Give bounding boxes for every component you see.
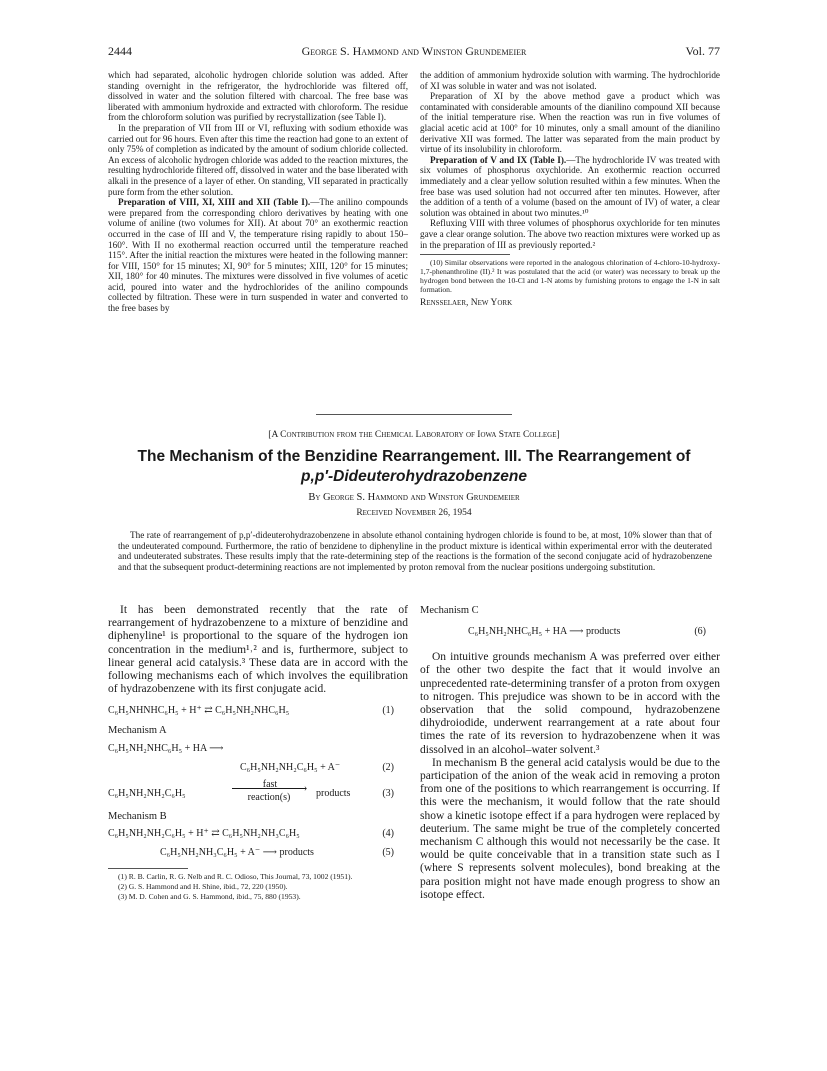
article-title-line-2: p,p′-Dideuterohydrazobenzene [301, 468, 527, 485]
fast-label: fast [262, 778, 278, 790]
paragraph: Refluxing VIII with three volumes of phosphorus oxychloride for ten minutes gave a clear orange solution. The above two reaction mixtures were worked up as in the preparation of III as previously reported.² [420, 218, 720, 250]
reaction-arrow [232, 788, 306, 789]
paragraph-text: —The hydrochloride IV was treated with six volumes of phosphorus oxychloride. An exothermic reaction occurred immediately and a clear yellow solution resulted within a few minutes. When the free base was used solution had not occurred after ten minutes. However, after the addition of a tenth of a volume (based on the amount of IV) of water, a clear solution was obtained in about two minutes.¹⁰ [420, 154, 720, 218]
equation-number: (3) [382, 787, 394, 799]
mechanism-c-label: Mechanism C [420, 605, 479, 616]
paragraph: On intuitive grounds mechanism A was preferred over either of the other two despite the fact that it would involve an unprecedented rate-determining transfer of a proton from oxygen to nitrogen. This prejudice was shown to be in accord with the observation that the solid compound, hydrazobenzene dihydroiodide, underwent rearrangement at a rate about four times the rate of its reversion to hydrazobenzene when it was dissolved in an alcohol–water solvent.³ [420, 651, 720, 756]
products-label: products [316, 787, 351, 799]
mechanism-b-label: Mechanism B [108, 810, 167, 822]
abstract [118, 530, 712, 573]
body-right-column [420, 604, 720, 902]
page-number: 2444 [108, 44, 132, 58]
paragraph-text: —The anilino compounds were prepared from the corresponding chloro derivatives by heating with one volume of aniline (two volumes for XII). At about 70° an exothermic reaction occurred in the case of III and V, the temperature rising rapidly to about 150–160°. With II no exothermal reaction occurred until the temperature reached 115°. After the initial reaction the mixtures were heated in the following manner: for VIII, 150° for 15 minutes; XI, 90° for 5 minutes; XIII, 120° for 15 minutes; XII, 180° for 40 minutes. The mixtures were dissolved in five volumes of acetic acid, poured into water and the hydrochlorides of the anilino compounds collected by filtration. These were in turn suspended in water and converted to the free bases by [108, 197, 408, 314]
equation-number: (1) [382, 705, 394, 717]
equation-number: (6) [694, 626, 706, 638]
footnote: (3) M. D. Cohen and G. S. Hammond, ibid., 75, 880 (1953). [118, 891, 301, 901]
equation-1 [108, 704, 408, 720]
paragraph: the addition of ammonium hydroxide solution with warming. The hydrochloride of XI was soluble in water and was not isolated. [420, 70, 720, 91]
equation-6 [420, 625, 720, 641]
paragraph-heading: Preparation of VIII, XI, XIII and XII (Table I). [118, 197, 311, 208]
equation-formula: C₆H₅NH₂NHC₆H₅ + HA ⟶ products [468, 626, 621, 638]
footnote: (2) G. S. Hammond and H. Shine, ibid., 72, 220 (1950). [118, 881, 288, 891]
intro-paragraph: It has been demonstrated recently that the rate of rearrangement of hydrazobenzene to a mixture of benzidine and diphenyline¹ is proportional to the square of the hydrogen ion concentration in the medium¹˒² and is, furthermore, subject to linear general acid catalysis.³ These data are in accord with the following mechanisms each of which involves the equilibration of hydrazobenzene with its first conjugate acid. [108, 604, 408, 696]
paragraph [420, 155, 720, 219]
footnote: (10) Similar observations were reported in the analogous chlorination of 4-chloro-10-hydroxy-1,7-phenanthroline (II).² It was postulated that the acid (or water) was necessary to break up the hydrogen bond between the 10-Cl and 1-N atoms by furnishing protons to engage the 1-N in salt formation. [420, 258, 720, 295]
equation-number: (5) [382, 846, 394, 858]
running-head-authors: George S. Hammond and Winston Grundemeier [301, 44, 527, 58]
arrow-head: › [304, 782, 308, 794]
equation-formula: C₆H₅NH₂NHC₆H₅ + HA ⟶ [108, 742, 224, 754]
equation-3 [108, 780, 408, 806]
byline: By George S. Hammond and Winston Grundemeier [308, 492, 520, 503]
paragraph: In mechanism B the general acid catalysis would be due to the participation of the anion of the weak acid in removing a proton from one of the positions to which rearrangement is occurring. If this were the mechanism, it would follow that the rate should show a kinetic isotope effect if a para hydrogen were replaced by deuterium. The same might be true of the completely concerted mechanism C although this would not necessarily be the case. It would be quite conceivable that in a transition state such as I (where S represents solvent molecules), bond breaking at the para position might not have made enough progress to show an isotope effect. [420, 756, 720, 901]
footnote-rule [420, 254, 510, 255]
abstract-text: The rate of rearrangement of p,p′-dideuterohydrazobenzene in absolute ethanol containing hydrogen chloride is found to be, at most, 10% slower than that of the undeuterated compound. Furthermore, the ratio of benzidene to diphenyline in the product mixture is identical within experimental error with the deuterated and undeuterated substrates. These results imply that the rate-determining step of the reactions is the formation of the second conjugate acid of hydrazobenzene and that the subsequent product-determining reactions are not implemented by proton removal from the nuclear positions undergoing substitution. [118, 530, 712, 573]
prev-article-right-column [420, 70, 720, 309]
paragraph: In the preparation of VII from III or VI, refluxing with sodium ethoxide was carried out for 96 hours. Even after this time the reaction had gone to an extent of only 75% of completion as indicated by the amount of sodium chloride collected. An excess of alcoholic hydrogen chloride was added to the reaction mixtures, the resulting hydrochloride filtered off, dissolved in water and the base liberated with alkali in the presence of a layer of ether. On standing, VII separated in practically pure form from the ether solution. [108, 122, 408, 197]
article-title-line-1: The Mechanism of the Benzidine Rearrangement. III. The Rearrangement of [137, 448, 691, 465]
article-separator-rule [316, 414, 512, 415]
paragraph [108, 197, 408, 314]
volume-label: Vol. 77 [685, 44, 720, 58]
equation-formula: C₆H₅NH₂NH₂C₆H₅ [108, 787, 186, 799]
equation-2b [108, 761, 408, 777]
equation-formula: C₆H₅NH₂NH₂C₆H₅ + H⁺ ⇄ C₆H₅NH₂NH₃C₆H₅ [108, 827, 300, 839]
received-date: Received November 26, 1954 [356, 508, 472, 518]
mechanism-a-label: Mechanism A [108, 725, 167, 737]
paragraph: Preparation of XI by the above method gave a product which was contaminated with considerable amounts of the dianilino compound XII because of the initial temperature rise. When the reaction was run in five volumes of glacial acetic acid at 100° for 10 minutes, only a small amount of the dianilino derivative XII was formed. The latter was separated from the main product by virtue of its insolubility in chloroform. [420, 91, 720, 155]
location-line: Rensselaer, New York [420, 298, 513, 309]
equation-number: (2) [382, 761, 394, 773]
equation-number: (4) [382, 827, 394, 839]
contribution-line: [A Contribution from the Chemical Laboratory of Iowa State College] [268, 430, 560, 440]
paragraph-heading: Preparation of V and IX (Table I). [430, 154, 567, 165]
equation-5 [108, 846, 408, 862]
running-head [108, 44, 720, 60]
footnote-block [420, 258, 720, 294]
footnote: (1) R. B. Carlin, R. G. Nelb and R. C. Odioso, This Journal, 73, 1002 (1951). [118, 871, 353, 881]
prev-article-left-column [108, 70, 408, 314]
equation-4 [108, 827, 408, 843]
reactions-label: reaction(s) [247, 791, 291, 803]
footnote-rule [108, 868, 188, 869]
equation-formula: C₆H₅NH₂NH₂C₆H₅ + A⁻ [240, 761, 341, 773]
paragraph: which had separated, alcoholic hydrogen chloride solution was added. After standing overnight in the refrigerator, the hydrochloride was filtered off, dissolved in water and the solution filtered with charcoal. The free base was liberated with ammonium hydroxide and extracted with chloroform. The residue from the chloroform solution was purified by recrystallization (see Table I). [108, 70, 408, 123]
body-left-column [108, 604, 408, 902]
article-title [108, 447, 720, 487]
equation-2a [108, 742, 408, 758]
equation-formula: C₆H₅NH₂NH₃C₆H₅ + A⁻ ⟶ products [160, 846, 314, 858]
equation-formula: C₆H₅NHNHC₆H₅ + H⁺ ⇄ C₆H₅NH₂NHC₆H₅ [108, 705, 290, 717]
footnote-block [108, 872, 408, 901]
